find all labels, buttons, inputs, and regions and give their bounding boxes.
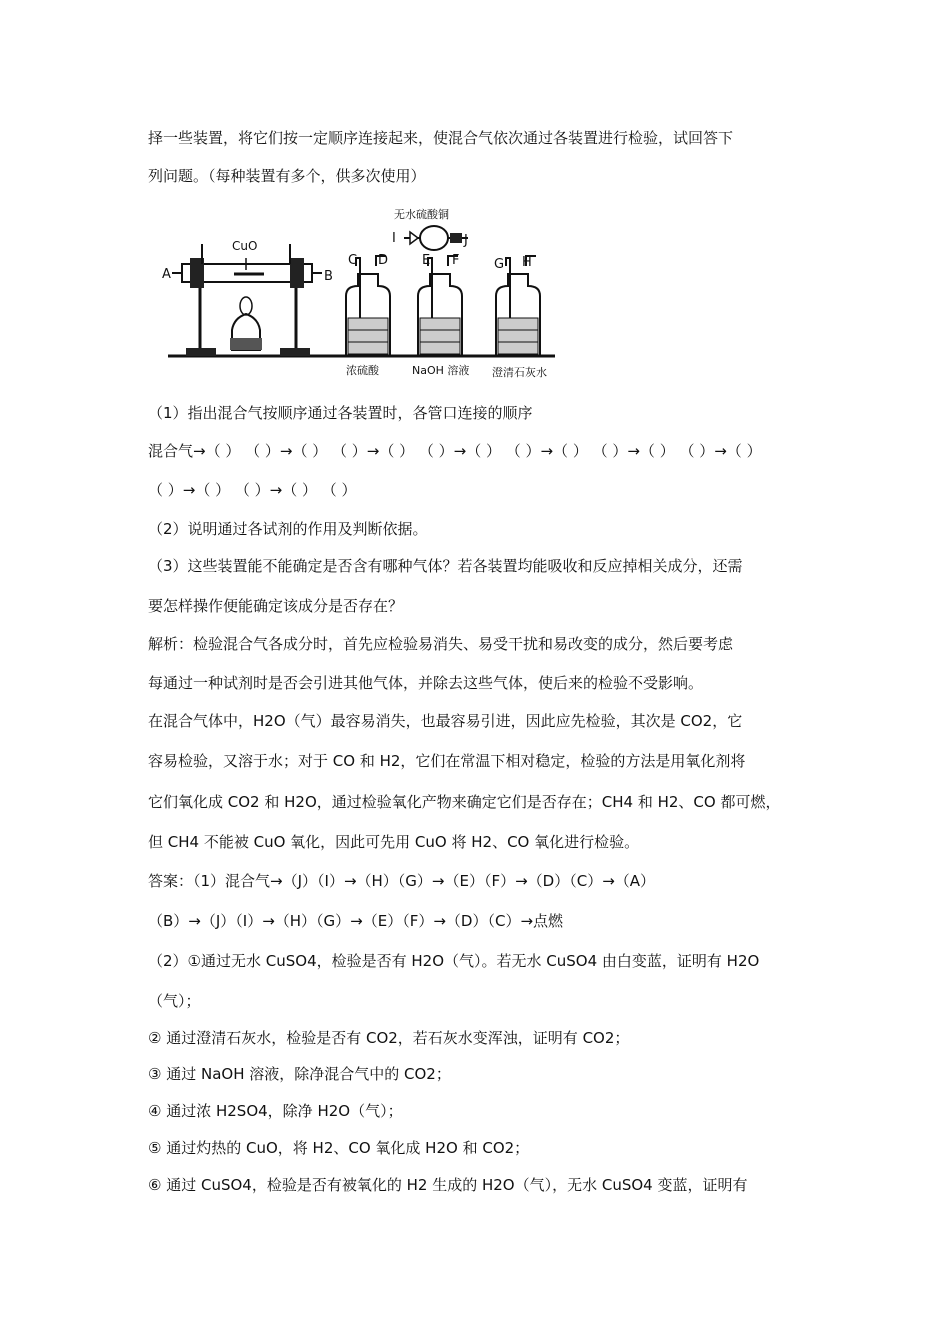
analysis-line-6: 但 CH4 不能被 CuO 氧化，因此可先用 CuO 将 H2、CO 氧化进行检验。 xyxy=(148,833,640,851)
answer-2-item-4: ④ 通过浓 H2SO4，除净 H2O（气）； xyxy=(148,1102,403,1120)
paragraph-line-1: 择一些装置，将它们按一定顺序连接起来，使混合气依次通过各装置进行检验，试回答下 xyxy=(148,129,734,147)
label-anhydrous-cuso4: 无水硫酸铜 xyxy=(394,208,449,221)
paragraph-line-2: 列问题。（每种装置有多个，供多次使用） xyxy=(148,167,426,185)
order-blanks-1: 混合气→（ ） （ ）→（ ） （ ）→（ ） （ ）→（ ） （ ）→（ ） （ ）→（ ） （ ）→（ ） xyxy=(148,442,762,460)
analysis-line-1: 解析：检验混合气各成分时，首先应检验易消失、易受干扰和易改变的成分，然后要考虑 xyxy=(148,635,734,653)
label-a: A xyxy=(162,267,171,282)
order-blanks-2: （ ）→（ ） （ ）→（ ） （ ） xyxy=(148,481,357,499)
label-cuo: CuO xyxy=(232,239,258,253)
label-i: I xyxy=(392,231,396,246)
question-2: （2）说明通过各试剂的作用及判断依据。 xyxy=(148,520,428,538)
label-conc-h2so4: 浓硫酸 xyxy=(346,364,379,377)
answer-2-item-2: ② 通过澄清石灰水，检验是否有 CO2，若石灰水变浑浊，证明有 CO2； xyxy=(148,1029,630,1047)
answer-line-2: （B）→（J）（I）→（H）（G）→（E）（F）→（D）（C）→点燃 xyxy=(148,912,564,930)
label-b: B xyxy=(324,269,333,284)
label-d: D xyxy=(378,253,389,268)
analysis-line-2: 每通过一种试剂时是否会引进其他气体，并除去这些气体，使后来的检验不受影响。 xyxy=(148,674,704,692)
apparatus-figure xyxy=(160,200,560,384)
answer-2-item-3: ③ 通过 NaOH 溶液，除净混合气中的 CO2； xyxy=(148,1065,451,1083)
answer-2-line-1: （2）①通过无水 CuSO4，检验是否有 H2O（气）。若无水 CuSO4 由白变蓝，证明有 H2O xyxy=(148,952,760,970)
label-j: J xyxy=(464,233,468,248)
label-h: H xyxy=(522,255,532,270)
label-limewater: 澄清石灰水 xyxy=(492,366,547,379)
label-f: F xyxy=(452,253,460,268)
label-g: G xyxy=(494,257,505,272)
answer-2-item-5: ⑤ 通过灼热的 CuO，将 H2、CO 氧化成 H2O 和 CO2； xyxy=(148,1139,530,1157)
question-3-line-2: 要怎样操作便能确定该成分是否存在？ xyxy=(148,597,404,615)
question-1: （1）指出混合气按顺序通过各装置时，各管口连接的顺序 xyxy=(148,404,533,422)
analysis-line-5: 它们氧化成 CO2 和 H2O，通过检验氧化产物来确定它们是否存在；CH4 和 H2、CO 都可燃， xyxy=(148,793,781,811)
answer-2-item-6: ⑥ 通过 CuSO4，检验是否有被氧化的 H2 生成的 H2O（气），无水 CuSO4 变蓝，证明有 xyxy=(148,1176,748,1194)
analysis-line-4: 容易检验，又溶于水；对于 CO 和 H2，它们在常温下相对稳定，检验的方法是用氧化剂将 xyxy=(148,752,746,770)
question-3-line-1: （3）这些装置能不能确定是否含有哪种气体？若各装置均能吸收和反应掉相关成分，还需 xyxy=(148,557,743,575)
apparatus-drawing xyxy=(160,200,560,384)
answer-2-line-2: （气）； xyxy=(148,992,201,1010)
analysis-line-3: 在混合气体中，H2O（气）最容易消失，也最容易引进，因此应先检验，其次是 CO2，它 xyxy=(148,712,743,730)
label-e: E xyxy=(422,253,431,268)
label-c: C xyxy=(348,253,358,268)
label-naoh: NaOH 溶液 xyxy=(412,364,470,377)
answer-line-1: 答案：（1）混合气→（J）（I）→（H）（G）→（E）（F）→（D）（C）→（A） xyxy=(148,872,656,890)
